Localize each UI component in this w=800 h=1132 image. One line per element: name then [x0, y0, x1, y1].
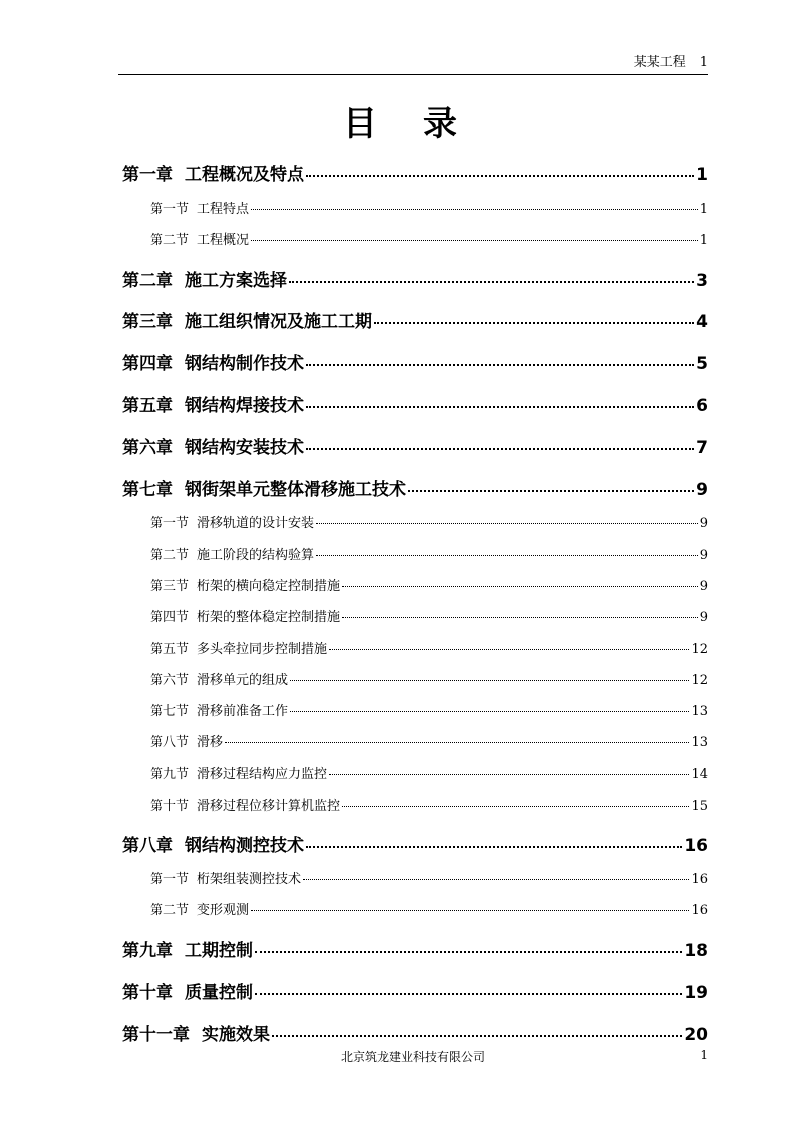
toc-entry-number: 第五章: [122, 396, 173, 416]
toc-entry-number: 第一节: [150, 516, 190, 531]
toc-dot-leader: [290, 711, 689, 712]
toc-entry-title: 钢结构制作技术: [185, 354, 304, 374]
toc-entry-number: 第十节: [150, 799, 190, 814]
toc-entry-number: 第二节: [150, 233, 190, 248]
toc-section-entry[interactable]: [122, 763, 708, 782]
toc-dot-leader: [306, 406, 694, 408]
footer-company: 北京筑龙建业科技有限公司: [340, 1050, 485, 1064]
toc-dot-leader: [342, 617, 698, 618]
toc-section-entry[interactable]: [122, 575, 708, 594]
toc-entry-number: 第二节: [150, 548, 190, 563]
toc-entry-title: 施工阶段的结构验算: [197, 548, 315, 563]
toc-entry-number: 第三节: [150, 579, 190, 594]
toc-entry-page: 1: [696, 165, 708, 185]
toc-entry-number: 第八章: [122, 836, 173, 856]
toc-entry-title: 桁架的横向稳定控制措施: [197, 579, 341, 594]
toc-entry-page: 1: [699, 233, 708, 248]
toc-entry-title: 滑移: [197, 735, 224, 750]
toc-dot-leader: [225, 742, 689, 743]
toc-entry-title: 滑移前准备工作: [197, 704, 289, 719]
toc-entry-title: 工期控制: [185, 941, 253, 961]
toc-entry-title: 滑移轨道的设计安装: [197, 516, 315, 531]
toc-entry-title: 钢结构焊接技术: [185, 396, 304, 416]
toc-entry-number: 第十章: [122, 983, 173, 1003]
toc-dot-leader: [255, 993, 682, 995]
toc-entry-title: 多头牵拉同步控制措施: [197, 642, 328, 657]
toc-section-entry[interactable]: [122, 868, 708, 887]
toc-dot-leader: [251, 240, 698, 241]
toc-entry-page: 16: [691, 872, 708, 887]
toc-dot-leader: [251, 209, 698, 210]
toc-entry-page: 13: [691, 735, 708, 750]
toc-dot-leader: [303, 879, 689, 880]
toc-entry-title: 变形观测: [197, 903, 250, 918]
toc-chapter-entry[interactable]: [122, 936, 708, 961]
toc-entry-page: 18: [684, 941, 708, 961]
toc-entry-title: 滑移过程位移计算机监控: [197, 799, 341, 814]
toc-chapter-entry[interactable]: [122, 391, 708, 416]
toc-entry-number: 第八节: [150, 735, 190, 750]
toc-section-entry[interactable]: [122, 512, 708, 531]
toc-chapter-entry[interactable]: [122, 266, 708, 291]
toc-chapter-entry[interactable]: [122, 978, 708, 1003]
toc-entry-title: 质量控制: [185, 983, 253, 1003]
toc-entry-page: 7: [696, 438, 708, 458]
toc-entry-number: 第二节: [150, 903, 190, 918]
toc-entry-number: 第十一章: [122, 1025, 190, 1045]
toc-dot-leader: [342, 806, 689, 807]
toc-entry-title: 滑移过程结构应力监控: [197, 767, 328, 782]
toc-chapter-entry[interactable]: [122, 1020, 708, 1045]
toc-dot-leader: [306, 364, 694, 366]
toc-dot-leader: [342, 586, 698, 587]
toc-entry-title: 桁架组装测控技术: [197, 872, 302, 887]
toc-entry-number: 第七章: [122, 480, 173, 500]
header-page-number: 1: [699, 55, 708, 70]
toc-entry-page: 15: [691, 799, 708, 814]
toc-entry-page: 9: [699, 548, 708, 563]
toc-dot-leader: [290, 680, 689, 681]
toc-dot-leader: [255, 951, 682, 953]
toc-dot-leader: [408, 490, 694, 492]
toc-entry-page: 9: [696, 480, 708, 500]
toc-entry-page: 20: [684, 1025, 708, 1045]
toc-section-entry[interactable]: [122, 669, 708, 688]
toc-section-entry[interactable]: [122, 229, 708, 248]
toc-entry-number: 第九节: [150, 767, 190, 782]
header-title: 某某工程: [633, 55, 686, 70]
toc-entry-page: 3: [696, 271, 708, 291]
toc-dot-leader: [306, 846, 682, 848]
toc-dot-leader: [374, 322, 694, 324]
toc-dot-leader: [316, 555, 698, 556]
toc-dot-leader: [251, 910, 689, 911]
toc-section-entry[interactable]: [122, 700, 708, 719]
toc-dot-leader: [306, 175, 694, 177]
toc-entry-number: 第一节: [150, 872, 190, 887]
toc-entry-page: 12: [691, 673, 708, 688]
toc-entry-page: 16: [684, 836, 708, 856]
toc-chapter-entry[interactable]: [122, 433, 708, 458]
toc-section-entry[interactable]: [122, 899, 708, 918]
toc-entry-title: 工程概况及特点: [185, 165, 304, 185]
toc-chapter-entry[interactable]: [122, 349, 708, 374]
toc-entry-page: 1: [699, 202, 708, 217]
toc-section-entry[interactable]: [122, 795, 708, 814]
page-header: [118, 54, 708, 75]
toc-entry-page: 12: [691, 642, 708, 657]
toc-entry-title: 钢街架单元整体滑移施工技术: [185, 480, 406, 500]
toc-entry-number: 第七节: [150, 704, 190, 719]
toc-entry-title: 实施效果: [202, 1025, 270, 1045]
toc-section-entry[interactable]: [122, 544, 708, 563]
toc-entry-number: 第六节: [150, 673, 190, 688]
toc-entry-page: 14: [691, 767, 708, 782]
toc-chapter-entry[interactable]: [122, 160, 708, 185]
toc-entry-number: 第六章: [122, 438, 173, 458]
toc-entry-title: 滑移单元的组成: [197, 673, 289, 688]
toc-section-entry[interactable]: [122, 606, 708, 625]
toc-dot-leader: [316, 523, 698, 524]
toc-entry-page: 6: [696, 396, 708, 416]
page-title: 目录: [343, 104, 503, 144]
toc-entry-page: 5: [696, 354, 708, 374]
toc-entry-number: 第四节: [150, 610, 190, 625]
toc-chapter-entry[interactable]: [122, 475, 708, 500]
toc-entry-page: 4: [696, 312, 708, 332]
toc-dot-leader: [329, 649, 689, 650]
toc-section-entry[interactable]: [122, 731, 708, 750]
toc-entry-title: 工程特点: [197, 202, 250, 217]
toc-entry-page: 13: [691, 704, 708, 719]
toc-entry-page: 9: [699, 579, 708, 594]
toc-entry-title: 钢结构测控技术: [185, 836, 304, 856]
toc-entry-title: 桁架的整体稳定控制措施: [197, 610, 341, 625]
toc-entry-number: 第一章: [122, 165, 173, 185]
toc-section-entry[interactable]: [122, 638, 708, 657]
toc-entry-title: 施工组织情况及施工工期: [185, 312, 372, 332]
toc-entry-title: 工程概况: [197, 233, 250, 248]
footer-page-number: 1: [700, 1048, 708, 1062]
toc-entry-page: 16: [691, 903, 708, 918]
toc-section-entry[interactable]: [122, 198, 708, 217]
toc-entry-page: 9: [699, 516, 708, 531]
toc-entry-number: 第九章: [122, 941, 173, 961]
toc-entry-number: 第一节: [150, 202, 190, 217]
page-footer: [118, 1048, 708, 1065]
toc-entry-number: 第三章: [122, 312, 173, 332]
toc-chapter-entry[interactable]: [122, 307, 708, 332]
toc-dot-leader: [289, 281, 694, 283]
toc-chapter-entry[interactable]: [122, 831, 708, 856]
toc-dot-leader: [306, 448, 694, 450]
toc-entry-title: 施工方案选择: [185, 271, 287, 291]
toc-dot-leader: [329, 774, 689, 775]
toc-dot-leader: [272, 1035, 682, 1037]
toc-entry-number: 第五节: [150, 642, 190, 657]
toc-entry-title: 钢结构安装技术: [185, 438, 304, 458]
toc-entry-number: 第二章: [122, 271, 173, 291]
toc-entry-page: 9: [699, 610, 708, 625]
toc-entry-page: 19: [684, 983, 708, 1003]
toc-entry-number: 第四章: [122, 354, 173, 374]
